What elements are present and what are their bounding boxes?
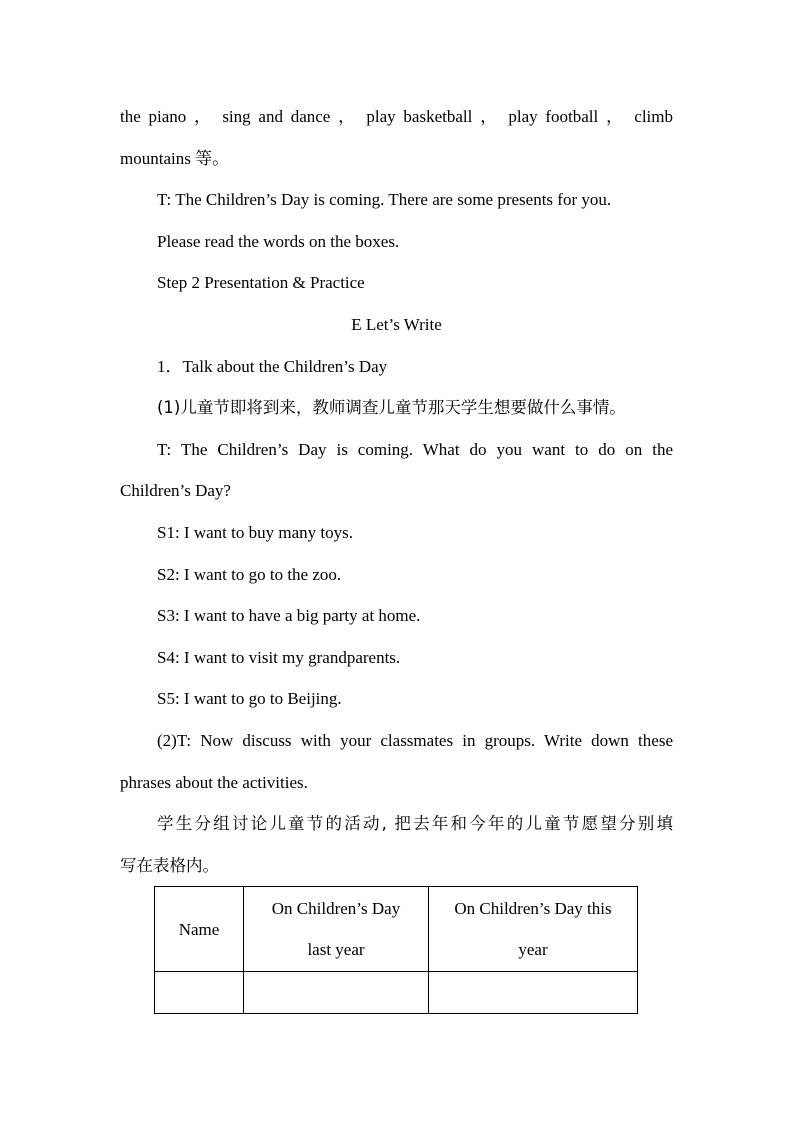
paragraph-line: the piano ， sing and dance ， play basketball ， play football ， climb (120, 107, 673, 126)
student-line: S2: I want to go to the zoo. (157, 564, 342, 584)
student-line: S5: I want to go to Beijing. (157, 689, 342, 709)
student-line: S1: I want to buy many toys. (157, 522, 353, 542)
chinese-instruction: 写在表格内。 (120, 855, 219, 875)
table-cell (244, 972, 429, 1014)
teacher-line: T: The Children’s Day is coming. There are some presents for you. (157, 190, 612, 210)
table-row (155, 972, 638, 1014)
table-cell (155, 972, 244, 1014)
header-this-year: On Children’s Day this year (429, 887, 638, 972)
paragraph-line: phrases about the activities. (120, 772, 308, 792)
step-heading: Step 2 Presentation & Practice (157, 273, 365, 293)
chinese-instruction: (1)儿童节即将到来，教师调查儿童节那天学生想要做什么事情。 (157, 398, 626, 418)
student-line: S3: I want to have a big party at home. (157, 606, 421, 626)
subsection-heading: 1．Talk about the Children’s Day (157, 356, 388, 376)
activity-table (154, 886, 638, 1014)
chinese-instruction: 学生分组讨论儿童节的活动, 把去年和今年的儿童节愿望分别填 (157, 814, 673, 834)
student-line: S4: I want to visit my grandparents. (157, 647, 401, 667)
paragraph-line: Children’s Day? (120, 481, 231, 501)
table-cell (429, 972, 638, 1014)
section-title: E Let’s Write (351, 314, 442, 334)
paragraph-line: Please read the words on the boxes. (157, 231, 400, 251)
header-name: Name (155, 887, 244, 972)
teacher-line: T: The Children’s Day is coming. What do you want to do on the (157, 439, 673, 459)
paragraph-line: mountains 等。 (120, 148, 230, 168)
teacher-line: (2)T: Now discuss with your classmates in groups. Write down these (157, 730, 673, 750)
document-body (120, 96, 673, 886)
header-last-year: On Children’s Day last year (244, 887, 429, 972)
table-header-row (155, 887, 638, 972)
